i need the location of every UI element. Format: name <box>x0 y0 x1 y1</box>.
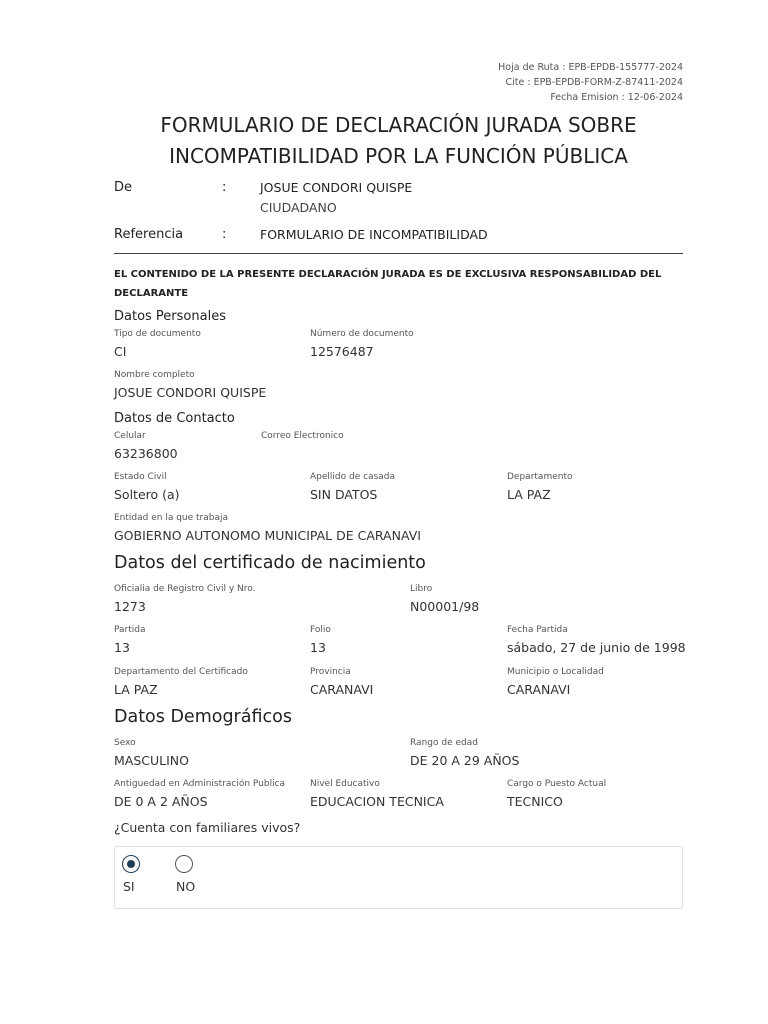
field-label: Apellido de casada <box>310 472 395 482</box>
field-value: EDUCACION TECNICA <box>310 794 444 809</box>
section-datos-contacto: Datos de Contacto <box>114 411 235 426</box>
radio-no[interactable] <box>175 855 193 873</box>
field-value: 13 <box>310 640 326 655</box>
document-meta <box>498 60 683 105</box>
field-value: Soltero (a) <box>114 487 180 502</box>
field-oficialia <box>114 584 256 615</box>
familiares-radio-group <box>114 846 683 909</box>
field-estado-civil <box>114 472 180 503</box>
field-value: CI <box>114 344 127 359</box>
field-label: Antiguedad en Administración Publica <box>114 779 286 789</box>
field-cargo <box>507 779 606 810</box>
field-value: CARANAVI <box>310 682 374 697</box>
field-value: 12576487 <box>310 344 374 359</box>
field-municipio <box>507 667 604 698</box>
field-departamento-certificado <box>114 667 248 698</box>
section-certificado: Datos del certificado de nacimiento <box>114 553 426 573</box>
field-departamento <box>507 472 572 503</box>
field-label: Departamento del Certificado <box>114 667 248 677</box>
field-value: MASCULINO <box>114 753 189 768</box>
field-nombre-completo <box>114 370 266 401</box>
field-label: Número de documento <box>310 329 414 339</box>
de-name: JOSUE CONDORI QUISPE <box>260 180 413 195</box>
hoja-de-ruta: Hoja de Ruta : EPB-EPDB-155777-2024 <box>498 62 683 73</box>
field-label: Nivel Educativo <box>310 779 380 789</box>
field-libro <box>410 584 479 615</box>
section-datos-personales: Datos Personales <box>114 309 226 324</box>
field-value: SIN DATOS <box>310 487 378 502</box>
field-value: N00001/98 <box>410 599 480 614</box>
field-tipo-documento <box>114 329 201 360</box>
familiares-question: ¿Cuenta con familiares vivos? <box>114 820 301 835</box>
field-provincia <box>310 667 373 698</box>
field-value: DE 20 A 29 AÑOS <box>410 753 520 768</box>
field-label: Sexo <box>114 738 136 748</box>
field-sexo <box>114 738 189 769</box>
title-line-2: INCOMPATIBILIDAD POR LA FUNCIÓN PÚBLICA <box>169 144 628 168</box>
section-demograficos: Datos Demográficos <box>114 707 292 727</box>
cite: Cite : EPB-EPDB-FORM-Z-87411-2024 <box>505 77 683 88</box>
field-apellido-casada <box>310 472 395 503</box>
field-label: Oficialia de Registro Civil y Nro. <box>114 584 256 594</box>
page-title <box>114 110 683 172</box>
field-partida <box>114 625 146 656</box>
field-label: Rango de edad <box>410 738 478 748</box>
field-entidad <box>114 513 421 544</box>
field-value: LA PAZ <box>114 682 158 697</box>
field-folio <box>310 625 331 656</box>
field-value: JOSUE CONDORI QUISPE <box>114 385 267 400</box>
radio-si-label[interactable]: SI <box>123 879 135 894</box>
de-label: De <box>114 180 133 195</box>
field-value: 1273 <box>114 599 146 614</box>
field-label: Municipio o Localidad <box>507 667 604 677</box>
field-value: sábado, 27 de junio de 1998 <box>507 640 686 655</box>
field-label: Departamento <box>507 472 573 482</box>
field-rango-edad <box>410 738 519 769</box>
field-label: Tipo de documento <box>114 329 201 339</box>
field-value: 13 <box>114 640 130 655</box>
fecha-emision: Fecha Emision : 12-06-2024 <box>550 92 683 103</box>
referencia-value: FORMULARIO DE INCOMPATIBILIDAD <box>260 227 488 242</box>
field-value: LA PAZ <box>507 487 551 502</box>
referencia-colon: : <box>222 227 227 242</box>
field-celular <box>114 431 178 462</box>
field-correo <box>261 431 344 446</box>
de-role: CIUDADANO <box>260 200 337 215</box>
field-label: Celular <box>114 431 146 441</box>
radio-si[interactable] <box>122 855 140 873</box>
radio-no-label[interactable]: NO <box>176 879 196 894</box>
field-label: Correo Electronico <box>261 431 344 441</box>
field-label: Partida <box>114 625 146 635</box>
field-nivel-educativo <box>310 779 444 810</box>
field-value: GOBIERNO AUTONOMO MUNICIPAL DE CARANAVI <box>114 528 421 543</box>
field-label: Folio <box>310 625 331 635</box>
field-label: Estado Civil <box>114 472 167 482</box>
field-value: CARANAVI <box>507 682 571 697</box>
field-label: Libro <box>410 584 433 594</box>
disclaimer: EL CONTENIDO DE LA PRESENTE DECLARACIÓN JURADA ES DE EXCLUSIVA RESPONSABILIDAD DEL DECLARANTE <box>114 269 662 299</box>
de-colon: : <box>222 180 227 195</box>
field-label: Nombre completo <box>114 370 195 380</box>
header-divider <box>114 253 683 254</box>
field-value: DE 0 A 2 AÑOS <box>114 794 208 809</box>
field-label: Fecha Partida <box>507 625 568 635</box>
field-fecha-partida <box>507 625 686 656</box>
field-label: Provincia <box>310 667 351 677</box>
field-antiguedad <box>114 779 285 810</box>
title-line-1: FORMULARIO DE DECLARACIÓN JURADA SOBRE <box>160 113 637 137</box>
field-value: 63236800 <box>114 446 178 461</box>
field-numero-documento <box>310 329 414 360</box>
field-label: Entidad en la que trabaja <box>114 513 229 523</box>
field-label: Cargo o Puesto Actual <box>507 779 607 789</box>
field-value: TECNICO <box>507 794 563 809</box>
referencia-label: Referencia <box>114 227 184 242</box>
